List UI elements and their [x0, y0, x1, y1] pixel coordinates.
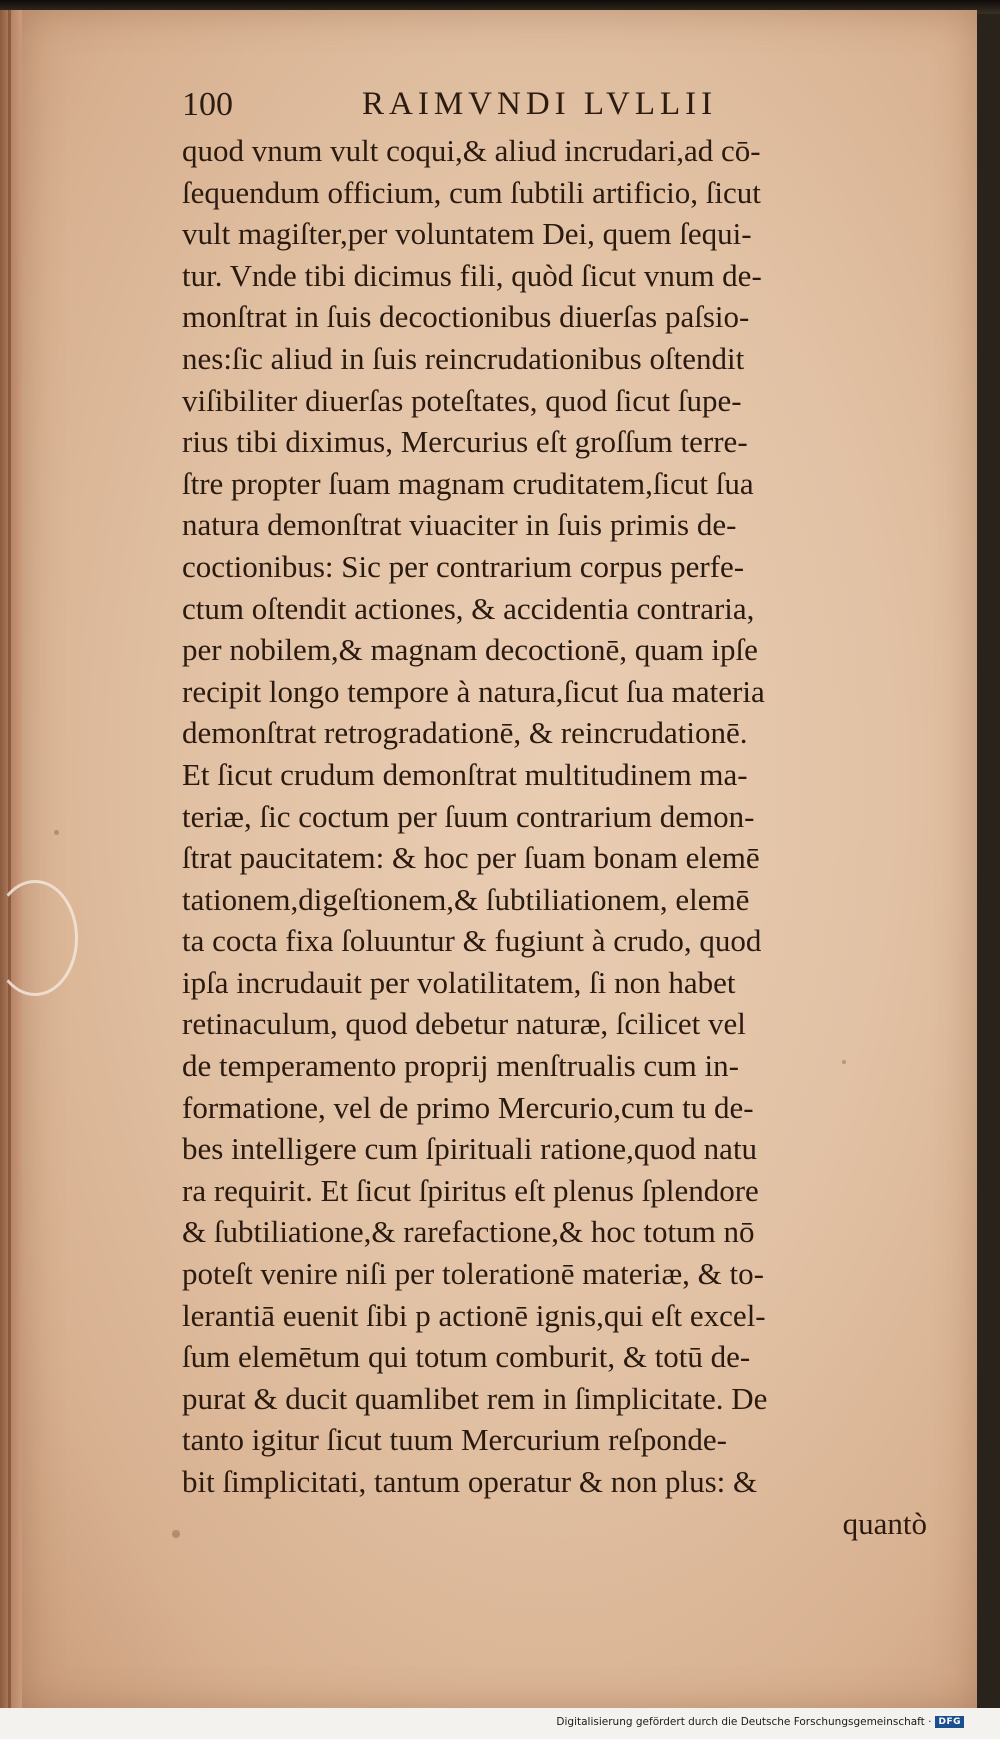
text-line: Et ſicut crudum demonſtrat multitudinem ma-	[182, 756, 748, 792]
text-line: ta cocta fixa ſoluuntur & fugiunt à crudo, quod	[182, 923, 762, 959]
text-line: poteſt venire niſi per tolerationē materiæ, & to-	[182, 1256, 764, 1292]
text-line: monſtrat in ſuis decoctionibus diuerſas paſsio-	[182, 299, 750, 335]
binding-ring-mark	[0, 880, 78, 996]
text-line: viſibiliter diuerſas poteſtates, quod ſicut ſupe-	[182, 382, 742, 418]
text-line: per nobilem,& magnam decoctionē, quam ipſe	[182, 632, 758, 668]
text-line: formatione, vel de primo Mercurio,cum tu de-	[182, 1089, 754, 1125]
text-line: tur. Vnde tibi dicimus fili, quòd ſicut vnum de-	[182, 257, 762, 293]
dfg-logo: DFG	[935, 1716, 964, 1728]
text-line: quantò	[842, 1505, 927, 1541]
text-line: ra requirit. Et ſicut ſpiritus eſt plenus ſplendore	[182, 1172, 759, 1208]
body-text	[182, 130, 927, 1544]
credit-text: Digitalisierung gefördert durch die Deutsche Forschungsgemeinschaft ·	[556, 1716, 932, 1728]
text-line: ctum oſtendit actiones, & accidentia contraria,	[182, 590, 755, 626]
text-line: teriæ, ſic coctum per ſuum contrarium demon-	[182, 798, 755, 834]
paper-stain	[172, 1530, 180, 1538]
text-line: ſum elemētum qui totum comburit, & totū de-	[182, 1339, 751, 1375]
paper-stain	[54, 830, 59, 835]
page-number: 100	[182, 86, 233, 123]
running-title: RAIMVNDI LVLLII	[362, 86, 718, 122]
text-line: purat & ducit quamlibet rem in ſimplicitate. De	[182, 1380, 768, 1416]
text-line: ipſa incrudauit per volatilitatem, ſi non habet	[182, 964, 736, 1000]
text-line: recipit longo tempore à natura,ſicut ſua materia	[182, 673, 765, 709]
text-line: coctionibus: Sic per contrarium corpus perfe-	[182, 548, 745, 584]
page-header	[182, 86, 962, 130]
text-line: ſtre propter ſuam magnam cruditatem,ſicut ſua	[182, 465, 754, 501]
text-line: bit ſimplicitati, tantum operatur & non plus: &	[182, 1464, 758, 1499]
text-line: de temperamento proprij menſtrualis cum in-	[182, 1048, 739, 1084]
text-line: retinaculum, quod debetur naturæ, ſcilicet vel	[182, 1006, 746, 1042]
text-line: tationem,digeſtionem,& ſubtiliationem, elemē	[182, 881, 750, 917]
text-line: tanto igitur ſicut tuum Mercurium reſponde-	[182, 1422, 727, 1458]
text-line: bes intelligere cum ſpirituali ratione,quod natu	[182, 1131, 758, 1167]
text-line: quod vnum vult coqui,& aliud incrudari,ad cō-	[182, 133, 761, 168]
text-line: nes:ſic aliud in ſuis reincrudationibus oſtendit	[182, 340, 745, 376]
text-line: & ſubtiliatione,& rarefactione,& hoc totum nō	[182, 1214, 755, 1250]
text-line: rius tibi diximus, Mercurius eſt groſſum terre-	[182, 424, 748, 460]
text-line: ſequendum officium, cum ſubtili artificio, ſicut	[182, 174, 761, 210]
text-line: natura demonſtrat viuaciter in ſuis primis de-	[182, 507, 737, 543]
text-line: demonſtrat retrogradationē, & reincrudationē.	[182, 715, 748, 751]
text-line: lerantiā euenit ſibi p actionē ignis,qui eſt excel-	[182, 1297, 766, 1333]
digitization-credit	[556, 1716, 964, 1728]
text-line: vult magiſter,per voluntatem Dei, quem ſequi-	[182, 216, 752, 252]
text-line: ſtrat paucitatem: & hoc per ſuam bonam elemē	[182, 840, 760, 876]
